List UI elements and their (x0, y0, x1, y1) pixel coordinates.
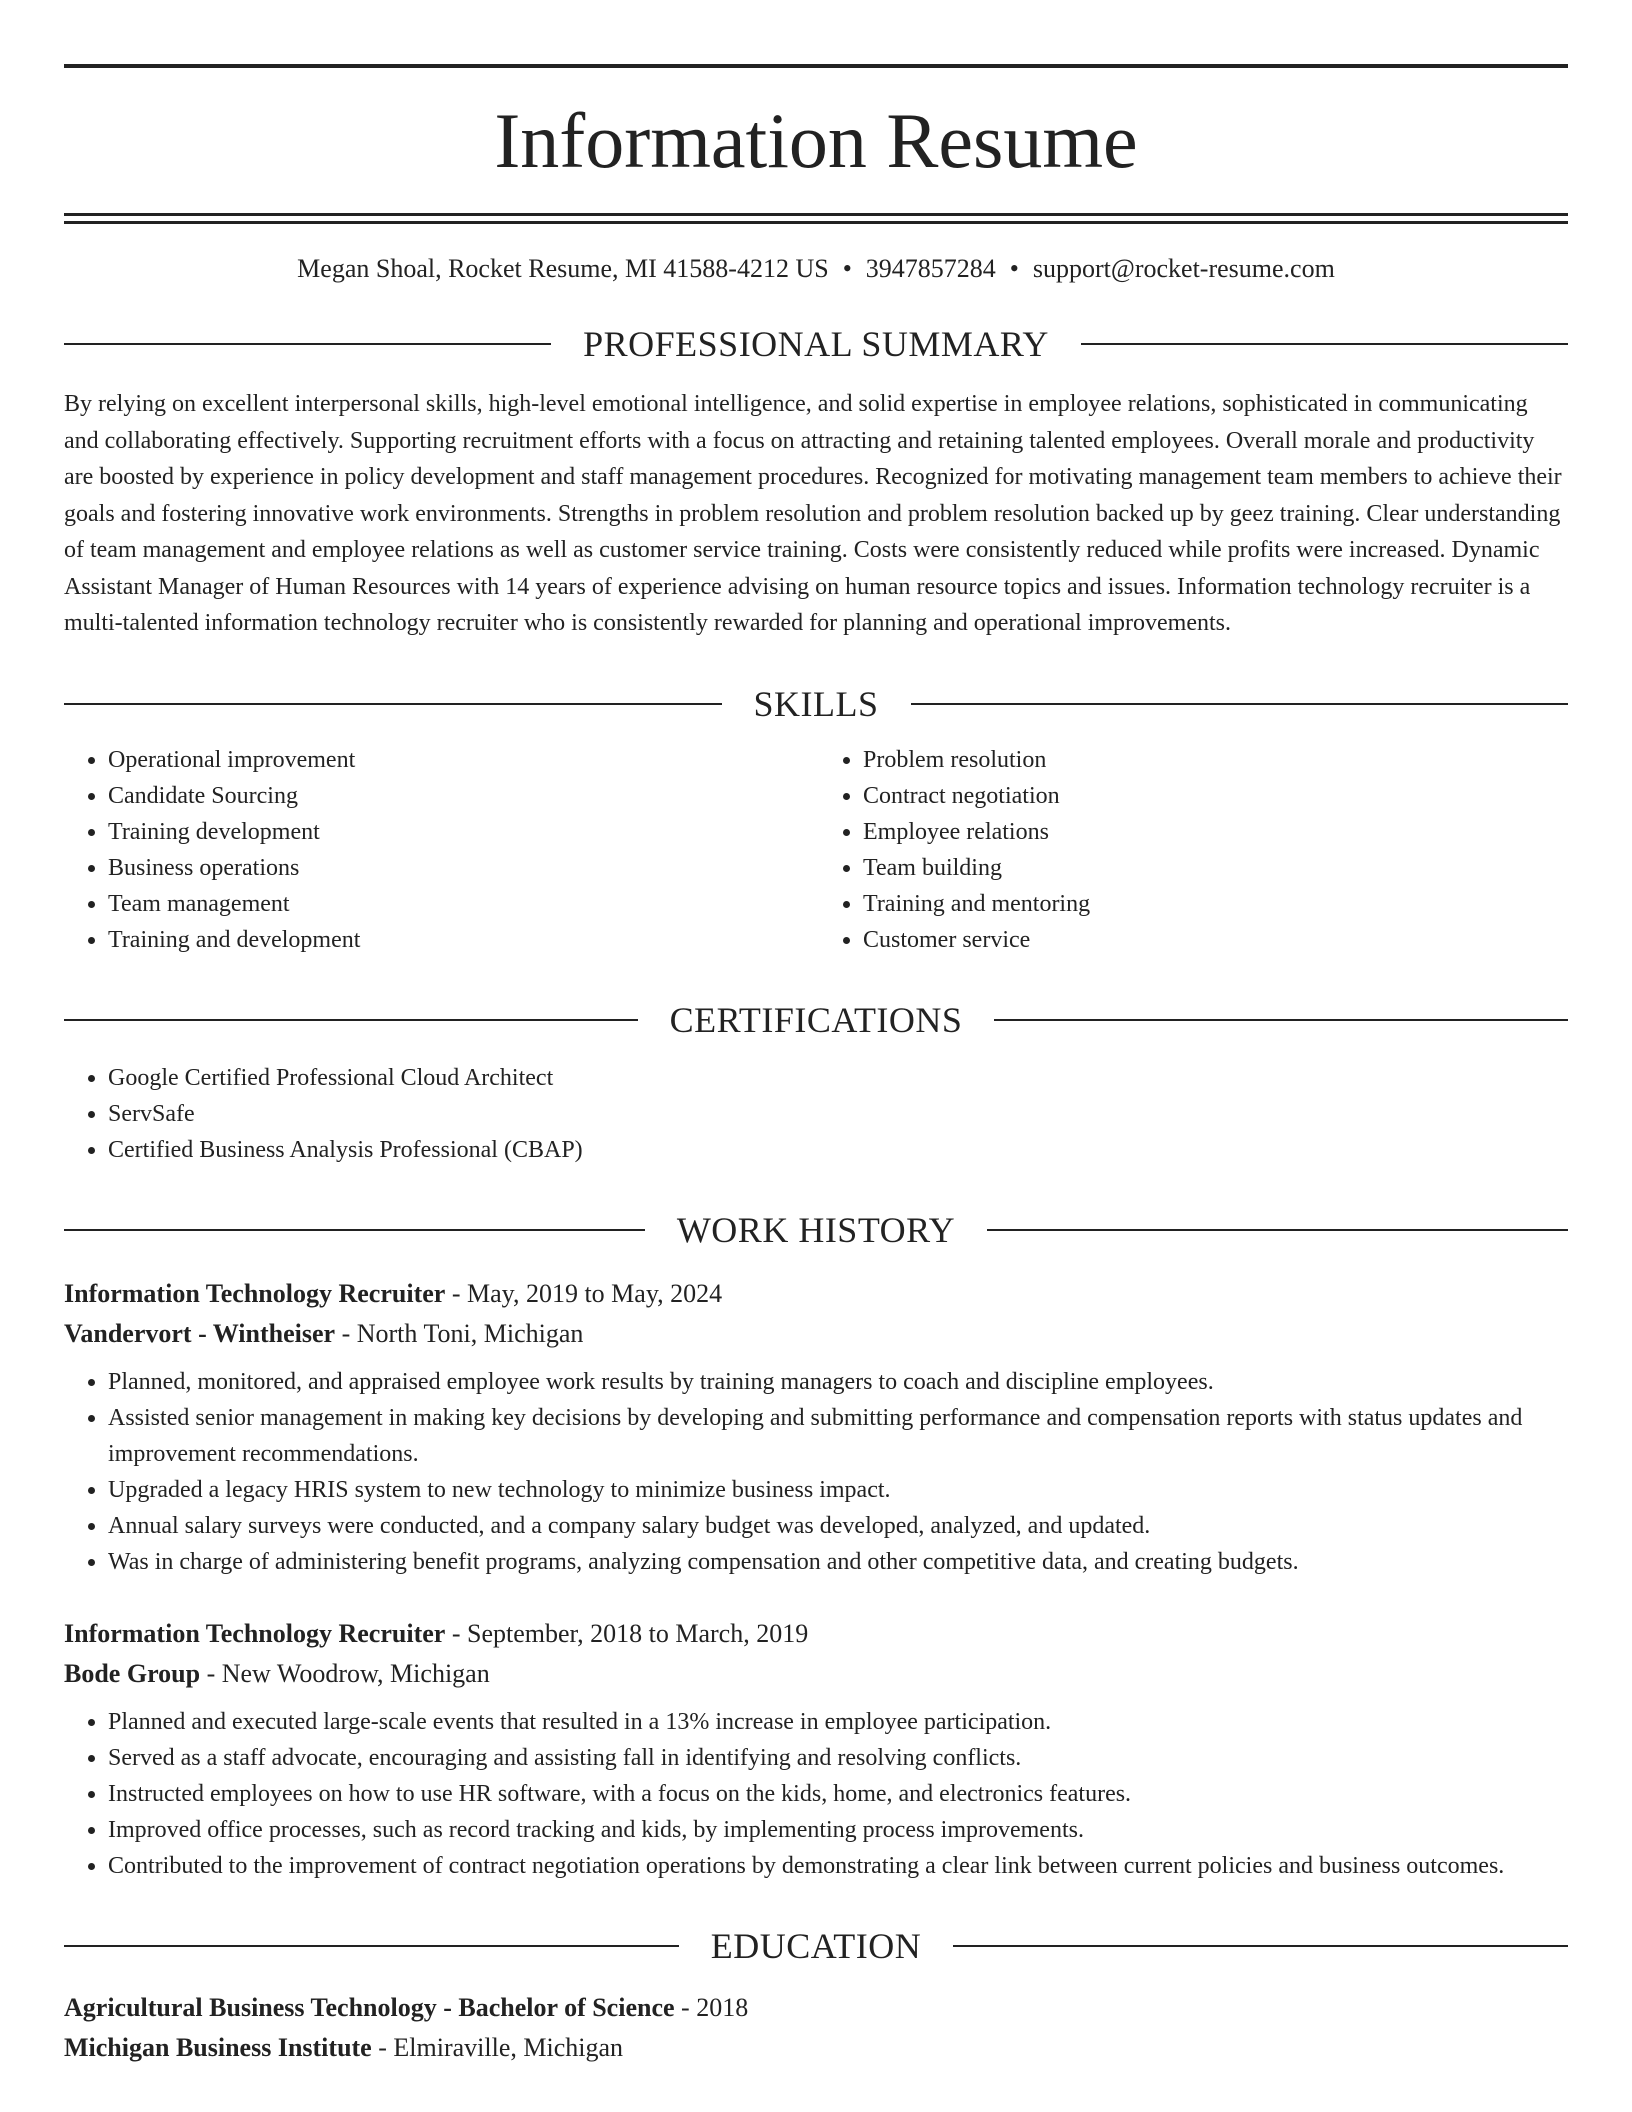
resume-title: Information Resume (494, 97, 1138, 184)
job-bullets (64, 1704, 1568, 1884)
skill-item: • Team management (108, 886, 813, 922)
skill-item: • Candidate Sourcing (108, 778, 813, 814)
job-bullets (64, 1364, 1568, 1580)
job-company: Bode Group (64, 1658, 201, 1688)
heading-rule (64, 1945, 679, 1947)
contact-phone: 3947857284 (865, 254, 996, 283)
skills-column-right (813, 742, 1568, 958)
job-bullet: • Assisted senior management in making key decisions by developing and submitting performance and compensation reports with status updates and improvement recommendations. (108, 1400, 1568, 1472)
skills-list (64, 742, 1568, 958)
skill-item: • Contract negotiation (863, 778, 1568, 814)
job-entry (64, 1274, 1568, 1580)
job-bullet: • Annual salary surveys were conducted, and a company salary budget was developed, analyzed, and updated. (108, 1508, 1568, 1544)
certification-item: • Google Certified Professional Cloud Architect (108, 1060, 1568, 1096)
job-company: Vandervort - Wintheiser (64, 1318, 336, 1348)
heading-rule (911, 703, 1569, 705)
heading-label: EDUCATION (710, 1925, 922, 1966)
section-heading-education (64, 1925, 1568, 1966)
education-location: Elmiraville, Michigan (393, 2032, 624, 2062)
contact-line (64, 256, 1568, 282)
job-bullet: • Planned, monitored, and appraised employee work results by training managers to coach and discipline employees. (108, 1364, 1568, 1400)
top-rule (64, 64, 1568, 68)
skill-item: • Business operations (108, 850, 813, 886)
section-heading-work-history (64, 1209, 1568, 1250)
skill-item: • Operational improvement (108, 742, 813, 778)
skill-item: • Training development (108, 814, 813, 850)
skills-column-left (64, 742, 813, 958)
section-heading-summary (64, 326, 1568, 362)
skill-item: • Training and mentoring (863, 886, 1568, 922)
heading-rule (64, 343, 551, 345)
job-bullet: • Upgraded a legacy HRIS system to new technology to minimize business impact. (108, 1472, 1568, 1508)
education-degree-line: Agricultural Business Technology - Bachelor of Science - 2018 (64, 1992, 749, 2022)
skill-item: • Employee relations (863, 814, 1568, 850)
section-heading-certifications (64, 999, 1568, 1040)
skill-item: • Training and development (108, 922, 813, 958)
job-title-line: Information Technology Recruiter - May, 2019 to May, 2024 (64, 1278, 723, 1308)
heading-rule (64, 1019, 638, 1021)
job-title: Information Technology Recruiter (64, 1618, 446, 1648)
education-degree: Agricultural Business Technology - Bachelor of Science (64, 1992, 675, 2022)
job-location: North Toni, Michigan (356, 1318, 584, 1348)
heading-rule (953, 1945, 1568, 1947)
heading-label: WORK HISTORY (676, 1209, 956, 1250)
contact-separator: • (842, 254, 852, 283)
section-heading-skills (64, 683, 1568, 724)
heading-rule (1081, 343, 1568, 345)
job-bullet: • Planned and executed large-scale events that resulted in a 13% increase in employee participation. (108, 1704, 1568, 1740)
skill-item: • Problem resolution (863, 742, 1568, 778)
heading-label: PROFESSIONAL SUMMARY (583, 324, 1049, 364)
certification-item: • ServSafe (108, 1096, 1568, 1132)
job-title-line: Information Technology Recruiter - September, 2018 to March, 2019 (64, 1618, 809, 1648)
job-company-line: Vandervort - Wintheiser - North Toni, Michigan (64, 1318, 584, 1348)
job-bullet: • Improved office processes, such as record tracking and kids, by implementing process improvements. (108, 1812, 1568, 1848)
job-bullet: • Contributed to the improvement of contract negotiation operations by demonstrating a clear link between current policies and business outcomes. (108, 1848, 1568, 1884)
job-bullet: • Was in charge of administering benefit programs, analyzing compensation and other competitive data, and creating budgets. (108, 1544, 1568, 1580)
heading-rule (987, 1229, 1568, 1231)
job-title: Information Technology Recruiter (64, 1278, 446, 1308)
contact-email: support@rocket-resume.com (1032, 254, 1335, 283)
job-location: New Woodrow, Michigan (221, 1658, 490, 1688)
job-company-line: Bode Group - New Woodrow, Michigan (64, 1658, 490, 1688)
education-year: 2018 (696, 1992, 749, 2022)
summary-text: By relying on excellent interpersonal skills, high-level emotional intelligence, and solid expertise in employee relations, sophisticated in communicating and collaborating effectively. Supporting recruitment efforts with a focus on attracting and retaining talented employees. Overall morale and productivity are boosted by experience in policy development and staff management procedures. Recognized for motivating management team members to achieve their goals and fostering innovative work environments. Strengths in problem resolution and problem resolution backed up by geez training. Clear understanding of team management and employee relations as well as customer service training. Costs were consistently reduced while profits were increased. Dynamic Assistant Manager of Human Resources with 14 years of experience advising on human resource topics and issues. Information technology recruiter is a multi-talented information technology recruiter who is consistently rewarded for planning and operational improvements. (64, 391, 1562, 636)
job-dates: May, 2019 to May, 2024 (466, 1278, 723, 1308)
education-school-line: Michigan Business Institute - Elmiraville, Michigan (64, 2032, 624, 2062)
job-entry (64, 1614, 1568, 1884)
title-double-rule (64, 213, 1568, 224)
skill-item: • Customer service (863, 922, 1568, 958)
job-bullet: • Served as a staff advocate, encouraging and assisting fall in identifying and resolving conflicts. (108, 1740, 1568, 1776)
certification-item: • Certified Business Analysis Professional (CBAP) (108, 1132, 1568, 1168)
heading-label: CERTIFICATIONS (669, 999, 963, 1040)
heading-rule (64, 1229, 645, 1231)
contact-separator: • (1009, 254, 1019, 283)
heading-rule (64, 703, 722, 705)
job-bullet: • Instructed employees on how to use HR software, with a focus on the kids, home, and electronics features. (108, 1776, 1568, 1812)
education-entry (64, 1988, 1568, 2068)
certifications-list (64, 1060, 1568, 1168)
heading-label: SKILLS (753, 683, 879, 724)
heading-rule (994, 1019, 1568, 1021)
education-school: Michigan Business Institute (64, 2032, 372, 2062)
skill-item: • Team building (863, 850, 1568, 886)
contact-address: Megan Shoal, Rocket Resume, MI 41588-4212 US (297, 254, 829, 283)
job-dates: September, 2018 to March, 2019 (466, 1618, 809, 1648)
